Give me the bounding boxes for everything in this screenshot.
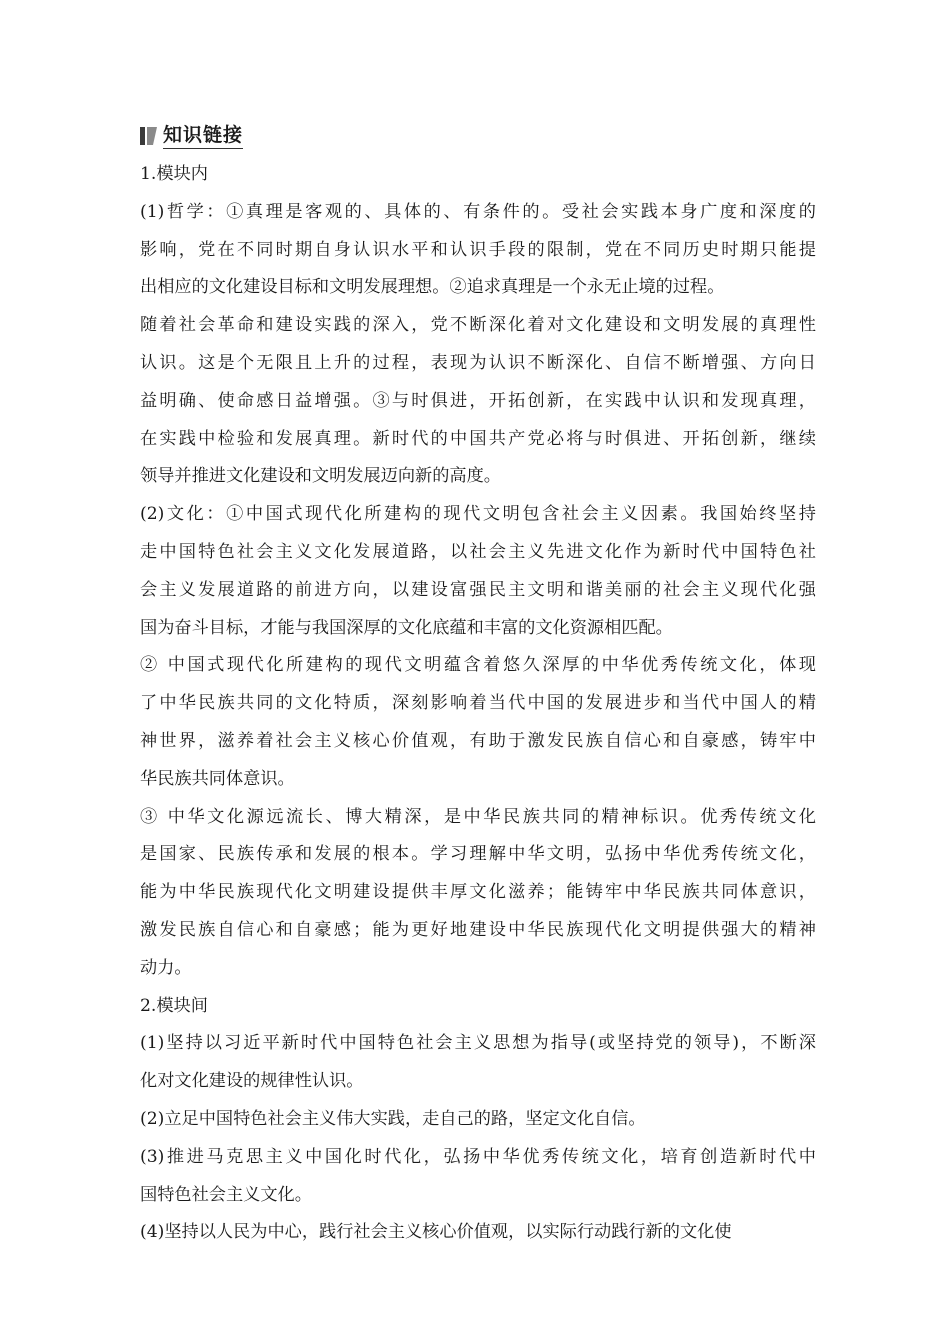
- text-line: 益明确、使命感日益增强。③与时俱进，开拓创新，在实践中认识和发现真理，: [140, 390, 816, 411]
- paragraph: [140, 307, 816, 496]
- text-line: 激发民族自信心和自豪感；能为更好地建设中华民族现代化文明提供强大的精神: [140, 919, 816, 940]
- text-line: 化对文化建设的规律性认识。: [140, 1071, 364, 1092]
- text-line: 领导并推进文化建设和文明发展迈向新的高度。: [140, 466, 501, 487]
- text-line: 神世界，滋养着社会主义核心价值观，有助于激发民族自信心和自豪感，铸牢中: [140, 730, 816, 751]
- paragraph: [140, 496, 816, 647]
- document-body: [140, 156, 816, 1252]
- section-heading: 1.模块内: [140, 164, 208, 184]
- text-line: 随着社会革命和建设实践的深入，党不断深化着对文化建设和文明发展的真理性: [140, 315, 816, 336]
- text-line: 国为奋斗目标，才能与我国深厚的文化底蕴和丰富的文化资源相匹配。: [140, 617, 673, 638]
- text-line: 在实践中检验和发展真理。新时代的中国共产党必将与时俱进、开拓创新，继续: [140, 428, 816, 449]
- paragraph: [140, 799, 816, 988]
- text-line: 影响，党在不同时期自身认识水平和认识手段的限制，党在不同历史时期只能提: [140, 239, 816, 260]
- paragraph: [140, 1139, 816, 1215]
- text-line: (1)坚持以习近平新时代中国特色社会主义思想为指导(或坚持党的领导)，不断深: [140, 1033, 816, 1054]
- text-line: 认识。这是个无限且上升的过程，表现为认识不断深化、自信不断增强、方向日: [140, 352, 816, 373]
- text-line: (1)哲学：①真理是客观的、具体的、有条件的。受社会实践本身广度和深度的: [140, 201, 816, 222]
- text-line: 华民族共同体意识。: [140, 768, 295, 789]
- section-heading: 2.模块间: [140, 995, 208, 1016]
- text-line: ② 中国式现代化所建构的现代文明蕴含着悠久深厚的中华优秀传统文化，体现: [140, 655, 816, 676]
- document-page: [140, 118, 816, 1252]
- paragraph: [140, 647, 816, 798]
- text-line: 能为中华民族现代化文明建设提供丰厚文化滋养；能铸牢中华民族共同体意识，: [140, 882, 816, 903]
- paragraph: [140, 1101, 816, 1139]
- text-line: 是国家、民族传承和发展的根本。学习理解中华文明，弘扬中华优秀传统文化，: [140, 844, 816, 865]
- text-line: 会主义发展道路的前进方向，以建设富强民主文明和谐美丽的社会主义现代化强: [140, 579, 816, 600]
- text-line: 了中华民族共同的文化特质，深刻影响着当代中国的发展进步和当代中国人的精: [140, 693, 816, 714]
- text-line: 国特色社会主义文化。: [140, 1184, 312, 1205]
- text-line: 出相应的文化建设目标和文明发展理想。②追求真理是一个永无止境的过程。: [140, 277, 725, 298]
- text-line: (3)推进马克思主义中国化时代化，弘扬中华优秀传统文化，培育创造新时代中: [140, 1146, 816, 1167]
- paragraph: [140, 1025, 816, 1101]
- text-line: (2)文化：①中国式现代化所建构的现代文明包含社会主义因素。我国始终坚持: [140, 504, 816, 525]
- text-line: (4)坚持以人民为中心，践行社会主义核心价值观，以实际行动践行新的文化使: [140, 1222, 732, 1243]
- section-marker-icon: [140, 127, 157, 145]
- text-line: (2)立足中国特色社会主义伟大实践，走自己的路，坚定文化自信。: [140, 1108, 646, 1129]
- section-header: [140, 118, 816, 154]
- paragraph: [140, 1214, 816, 1252]
- section-title: 知识链接: [163, 123, 243, 149]
- paragraph: [140, 194, 816, 307]
- text-line: 动力。: [140, 957, 192, 978]
- text-line: 走中国特色社会主义文化发展道路，以社会主义先进文化作为新时代中国特色社: [140, 541, 816, 562]
- text-line: ③ 中华文化源远流长、博大精深，是中华民族共同的精神标识。优秀传统文化: [140, 806, 816, 827]
